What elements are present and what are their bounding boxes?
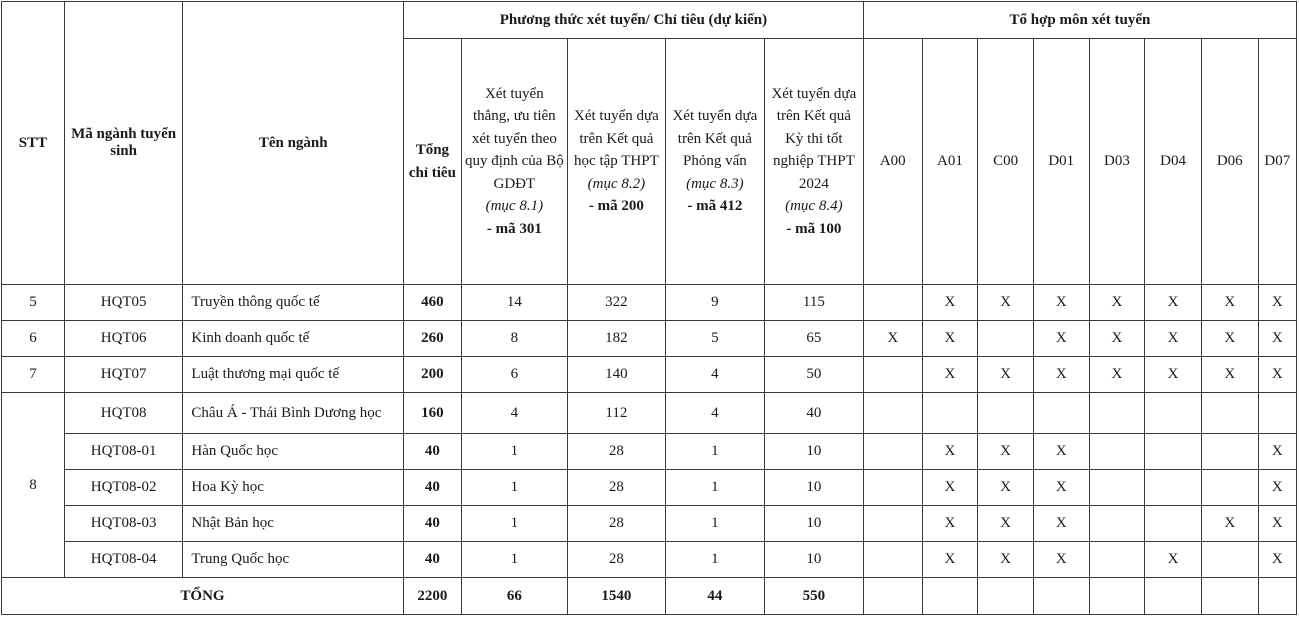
summary-combo-empty	[978, 578, 1034, 615]
combo-mark-cell	[863, 393, 922, 434]
method-412-cell: 1	[665, 434, 764, 470]
combo-mark-cell: X	[1201, 321, 1258, 357]
method-code: - mã 412	[687, 198, 743, 215]
combo-mark-cell: X	[978, 357, 1034, 393]
summary-combo-empty	[1033, 578, 1089, 615]
combo-mark-cell	[1201, 434, 1258, 470]
header-combo-c00: C00	[978, 39, 1034, 285]
summary-row	[2, 578, 1297, 615]
header-method-301	[461, 39, 567, 285]
combo-mark-cell: X	[863, 321, 922, 357]
major-code-cell: HQT07	[64, 357, 183, 393]
table-row	[2, 542, 1297, 578]
major-code-cell: HQT08-04	[64, 542, 183, 578]
combo-mark-cell: X	[922, 470, 978, 506]
method-description: Xét tuyển dựa trên Kết quả Kỳ thi tốt nghiệp THPT 2024	[771, 85, 857, 192]
summary-method-301: 66	[461, 578, 567, 615]
major-name-cell: Hàn Quốc học	[183, 434, 404, 470]
table-row	[2, 470, 1297, 506]
summary-combo-empty	[1089, 578, 1145, 615]
method-200-cell: 28	[567, 434, 665, 470]
method-200-cell: 140	[567, 357, 665, 393]
method-412-cell: 1	[665, 542, 764, 578]
stt-cell: 8	[2, 393, 65, 578]
summary-method-200: 1540	[567, 578, 665, 615]
combo-mark-cell	[978, 321, 1034, 357]
combo-mark-cell	[863, 542, 922, 578]
combo-mark-cell: X	[1258, 285, 1296, 321]
method-description: Xét tuyển dựa trên Kết quả Phỏng vấn	[672, 108, 758, 170]
method-200-cell: 28	[567, 506, 665, 542]
header-combo-d04: D04	[1145, 39, 1202, 285]
summary-combo-empty	[1145, 578, 1202, 615]
combo-mark-cell	[978, 393, 1034, 434]
combo-mark-cell: X	[1033, 434, 1089, 470]
method-100-cell: 40	[764, 393, 863, 434]
method-412-cell: 4	[665, 393, 764, 434]
header-combo-a00: A00	[863, 39, 922, 285]
method-412-cell: 1	[665, 470, 764, 506]
header-method-100	[764, 39, 863, 285]
combo-mark-cell	[1201, 542, 1258, 578]
combo-mark-cell: X	[1033, 506, 1089, 542]
summary-combo-empty	[922, 578, 978, 615]
combo-mark-cell	[863, 285, 922, 321]
method-code: - mã 100	[786, 220, 842, 237]
table-row	[2, 285, 1297, 321]
method-section-note: (mục 8.1)	[485, 198, 544, 215]
combo-mark-cell: X	[978, 285, 1034, 321]
combo-mark-cell: X	[978, 506, 1034, 542]
header-method-200	[567, 39, 665, 285]
header-major-code: Mã ngành tuyển sinh	[64, 2, 183, 285]
combo-mark-cell: X	[978, 434, 1034, 470]
table-row	[2, 357, 1297, 393]
major-code-cell: HQT08-03	[64, 506, 183, 542]
header-subject-combinations: Tổ hợp môn xét tuyển	[863, 2, 1296, 39]
major-name-cell: Kinh doanh quốc tế	[183, 321, 404, 357]
summary-total-quota: 2200	[404, 578, 462, 615]
combo-mark-cell: X	[1258, 357, 1296, 393]
method-100-cell: 65	[764, 321, 863, 357]
combo-mark-cell: X	[1201, 285, 1258, 321]
major-name-cell: Hoa Kỳ học	[183, 470, 404, 506]
header-stt: STT	[2, 2, 65, 285]
total-quota-cell: 40	[404, 434, 462, 470]
combo-mark-cell	[922, 393, 978, 434]
method-301-cell: 1	[461, 506, 567, 542]
combo-mark-cell: X	[1258, 434, 1296, 470]
method-301-cell: 4	[461, 393, 567, 434]
combo-mark-cell: X	[1033, 357, 1089, 393]
method-100-cell: 10	[764, 542, 863, 578]
combo-mark-cell	[1089, 470, 1145, 506]
method-code: - mã 200	[588, 198, 644, 215]
method-301-cell: 8	[461, 321, 567, 357]
header-combo-d06: D06	[1201, 39, 1258, 285]
combo-mark-cell: X	[1145, 321, 1202, 357]
major-code-cell: HQT08-01	[64, 434, 183, 470]
combo-mark-cell: X	[1258, 470, 1296, 506]
header-major-name: Tên ngành	[183, 2, 404, 285]
combo-mark-cell: X	[1089, 285, 1145, 321]
combo-mark-cell: X	[1145, 357, 1202, 393]
combo-mark-cell: X	[922, 434, 978, 470]
combo-mark-cell: X	[1201, 506, 1258, 542]
summary-combo-empty	[863, 578, 922, 615]
major-code-cell: HQT08-02	[64, 470, 183, 506]
stt-cell: 5	[2, 285, 65, 321]
method-301-cell: 1	[461, 434, 567, 470]
method-code: - mã 301	[486, 220, 542, 237]
method-100-cell: 10	[764, 434, 863, 470]
combo-mark-cell	[1145, 470, 1202, 506]
method-200-cell: 182	[567, 321, 665, 357]
combo-mark-cell	[863, 506, 922, 542]
admission-quota-table	[1, 1, 1297, 615]
header-method-412	[665, 39, 764, 285]
combo-mark-cell	[1145, 506, 1202, 542]
combo-mark-cell	[1258, 393, 1296, 434]
method-200-cell: 28	[567, 470, 665, 506]
table-row	[2, 506, 1297, 542]
major-name-cell: Truyền thông quốc tế	[183, 285, 404, 321]
combo-mark-cell: X	[978, 542, 1034, 578]
major-code-cell: HQT06	[64, 321, 183, 357]
combo-mark-cell: X	[1033, 321, 1089, 357]
combo-mark-cell	[1089, 393, 1145, 434]
method-412-cell: 4	[665, 357, 764, 393]
combo-mark-cell: X	[1033, 470, 1089, 506]
method-301-cell: 6	[461, 357, 567, 393]
summary-method-100: 550	[764, 578, 863, 615]
summary-combo-empty	[1258, 578, 1296, 615]
summary-method-412: 44	[665, 578, 764, 615]
header-admission-methods: Phương thức xét tuyển/ Chỉ tiêu (dự kiến)	[404, 2, 864, 39]
header-combo-d07: D07	[1258, 39, 1296, 285]
combo-mark-cell	[1089, 434, 1145, 470]
total-quota-cell: 40	[404, 470, 462, 506]
method-412-cell: 9	[665, 285, 764, 321]
major-code-cell: HQT08	[64, 393, 183, 434]
combo-mark-cell	[863, 434, 922, 470]
method-100-cell: 115	[764, 285, 863, 321]
method-section-note: (mục 8.4)	[785, 198, 843, 215]
table-row	[2, 321, 1297, 357]
method-100-cell: 50	[764, 357, 863, 393]
combo-mark-cell: X	[922, 506, 978, 542]
total-quota-cell: 460	[404, 285, 462, 321]
combo-mark-cell: X	[922, 285, 978, 321]
combo-mark-cell: X	[1258, 321, 1296, 357]
combo-mark-cell: X	[1258, 506, 1296, 542]
method-301-cell: 1	[461, 542, 567, 578]
combo-mark-cell	[863, 357, 922, 393]
combo-mark-cell	[1145, 393, 1202, 434]
combo-mark-cell	[1145, 434, 1202, 470]
combo-mark-cell: X	[1145, 285, 1202, 321]
combo-mark-cell: X	[922, 321, 978, 357]
total-quota-cell: 200	[404, 357, 462, 393]
combo-mark-cell: X	[1033, 285, 1089, 321]
summary-label: TỔNG	[2, 578, 404, 615]
combo-mark-cell: X	[922, 542, 978, 578]
method-412-cell: 5	[665, 321, 764, 357]
combo-mark-cell: X	[978, 470, 1034, 506]
combo-mark-cell: X	[1145, 542, 1202, 578]
combo-mark-cell: X	[1089, 321, 1145, 357]
total-quota-cell: 40	[404, 506, 462, 542]
major-name-cell: Nhật Bản học	[183, 506, 404, 542]
total-quota-cell: 160	[404, 393, 462, 434]
combo-mark-cell	[1089, 506, 1145, 542]
combo-mark-cell	[863, 470, 922, 506]
method-description: Xét tuyển dựa trên Kết quả học tập THPT	[574, 108, 659, 170]
combo-mark-cell	[1201, 393, 1258, 434]
header-combo-d03: D03	[1089, 39, 1145, 285]
header-total-quota: Tổng chỉ tiêu	[404, 39, 462, 285]
method-section-note: (mục 8.3)	[686, 175, 744, 192]
combo-mark-cell: X	[1258, 542, 1296, 578]
stt-cell: 6	[2, 321, 65, 357]
major-name-cell: Luật thương mại quốc tế	[183, 357, 404, 393]
method-301-cell: 1	[461, 470, 567, 506]
combo-mark-cell: X	[1033, 542, 1089, 578]
major-code-cell: HQT05	[64, 285, 183, 321]
total-quota-cell: 40	[404, 542, 462, 578]
major-name-cell: Châu Á - Thái Bình Dương học	[183, 393, 404, 434]
stt-cell: 7	[2, 357, 65, 393]
header-combo-d01: D01	[1033, 39, 1089, 285]
method-301-cell: 14	[461, 285, 567, 321]
major-name-cell: Trung Quốc học	[183, 542, 404, 578]
method-412-cell: 1	[665, 506, 764, 542]
method-section-note: (mục 8.2)	[587, 175, 646, 192]
table-row	[2, 434, 1297, 470]
table-row	[2, 393, 1297, 434]
method-200-cell: 112	[567, 393, 665, 434]
combo-mark-cell	[1033, 393, 1089, 434]
summary-combo-empty	[1201, 578, 1258, 615]
method-100-cell: 10	[764, 470, 863, 506]
method-200-cell: 322	[567, 285, 665, 321]
header-combo-a01: A01	[922, 39, 978, 285]
method-description: Xét tuyển thẳng, ưu tiên xét tuyển theo quy định của Bộ GDĐT	[464, 85, 564, 192]
combo-mark-cell	[1089, 542, 1145, 578]
total-quota-cell: 260	[404, 321, 462, 357]
combo-mark-cell: X	[1089, 357, 1145, 393]
combo-mark-cell: X	[922, 357, 978, 393]
method-200-cell: 28	[567, 542, 665, 578]
combo-mark-cell	[1201, 470, 1258, 506]
method-100-cell: 10	[764, 506, 863, 542]
combo-mark-cell: X	[1201, 357, 1258, 393]
